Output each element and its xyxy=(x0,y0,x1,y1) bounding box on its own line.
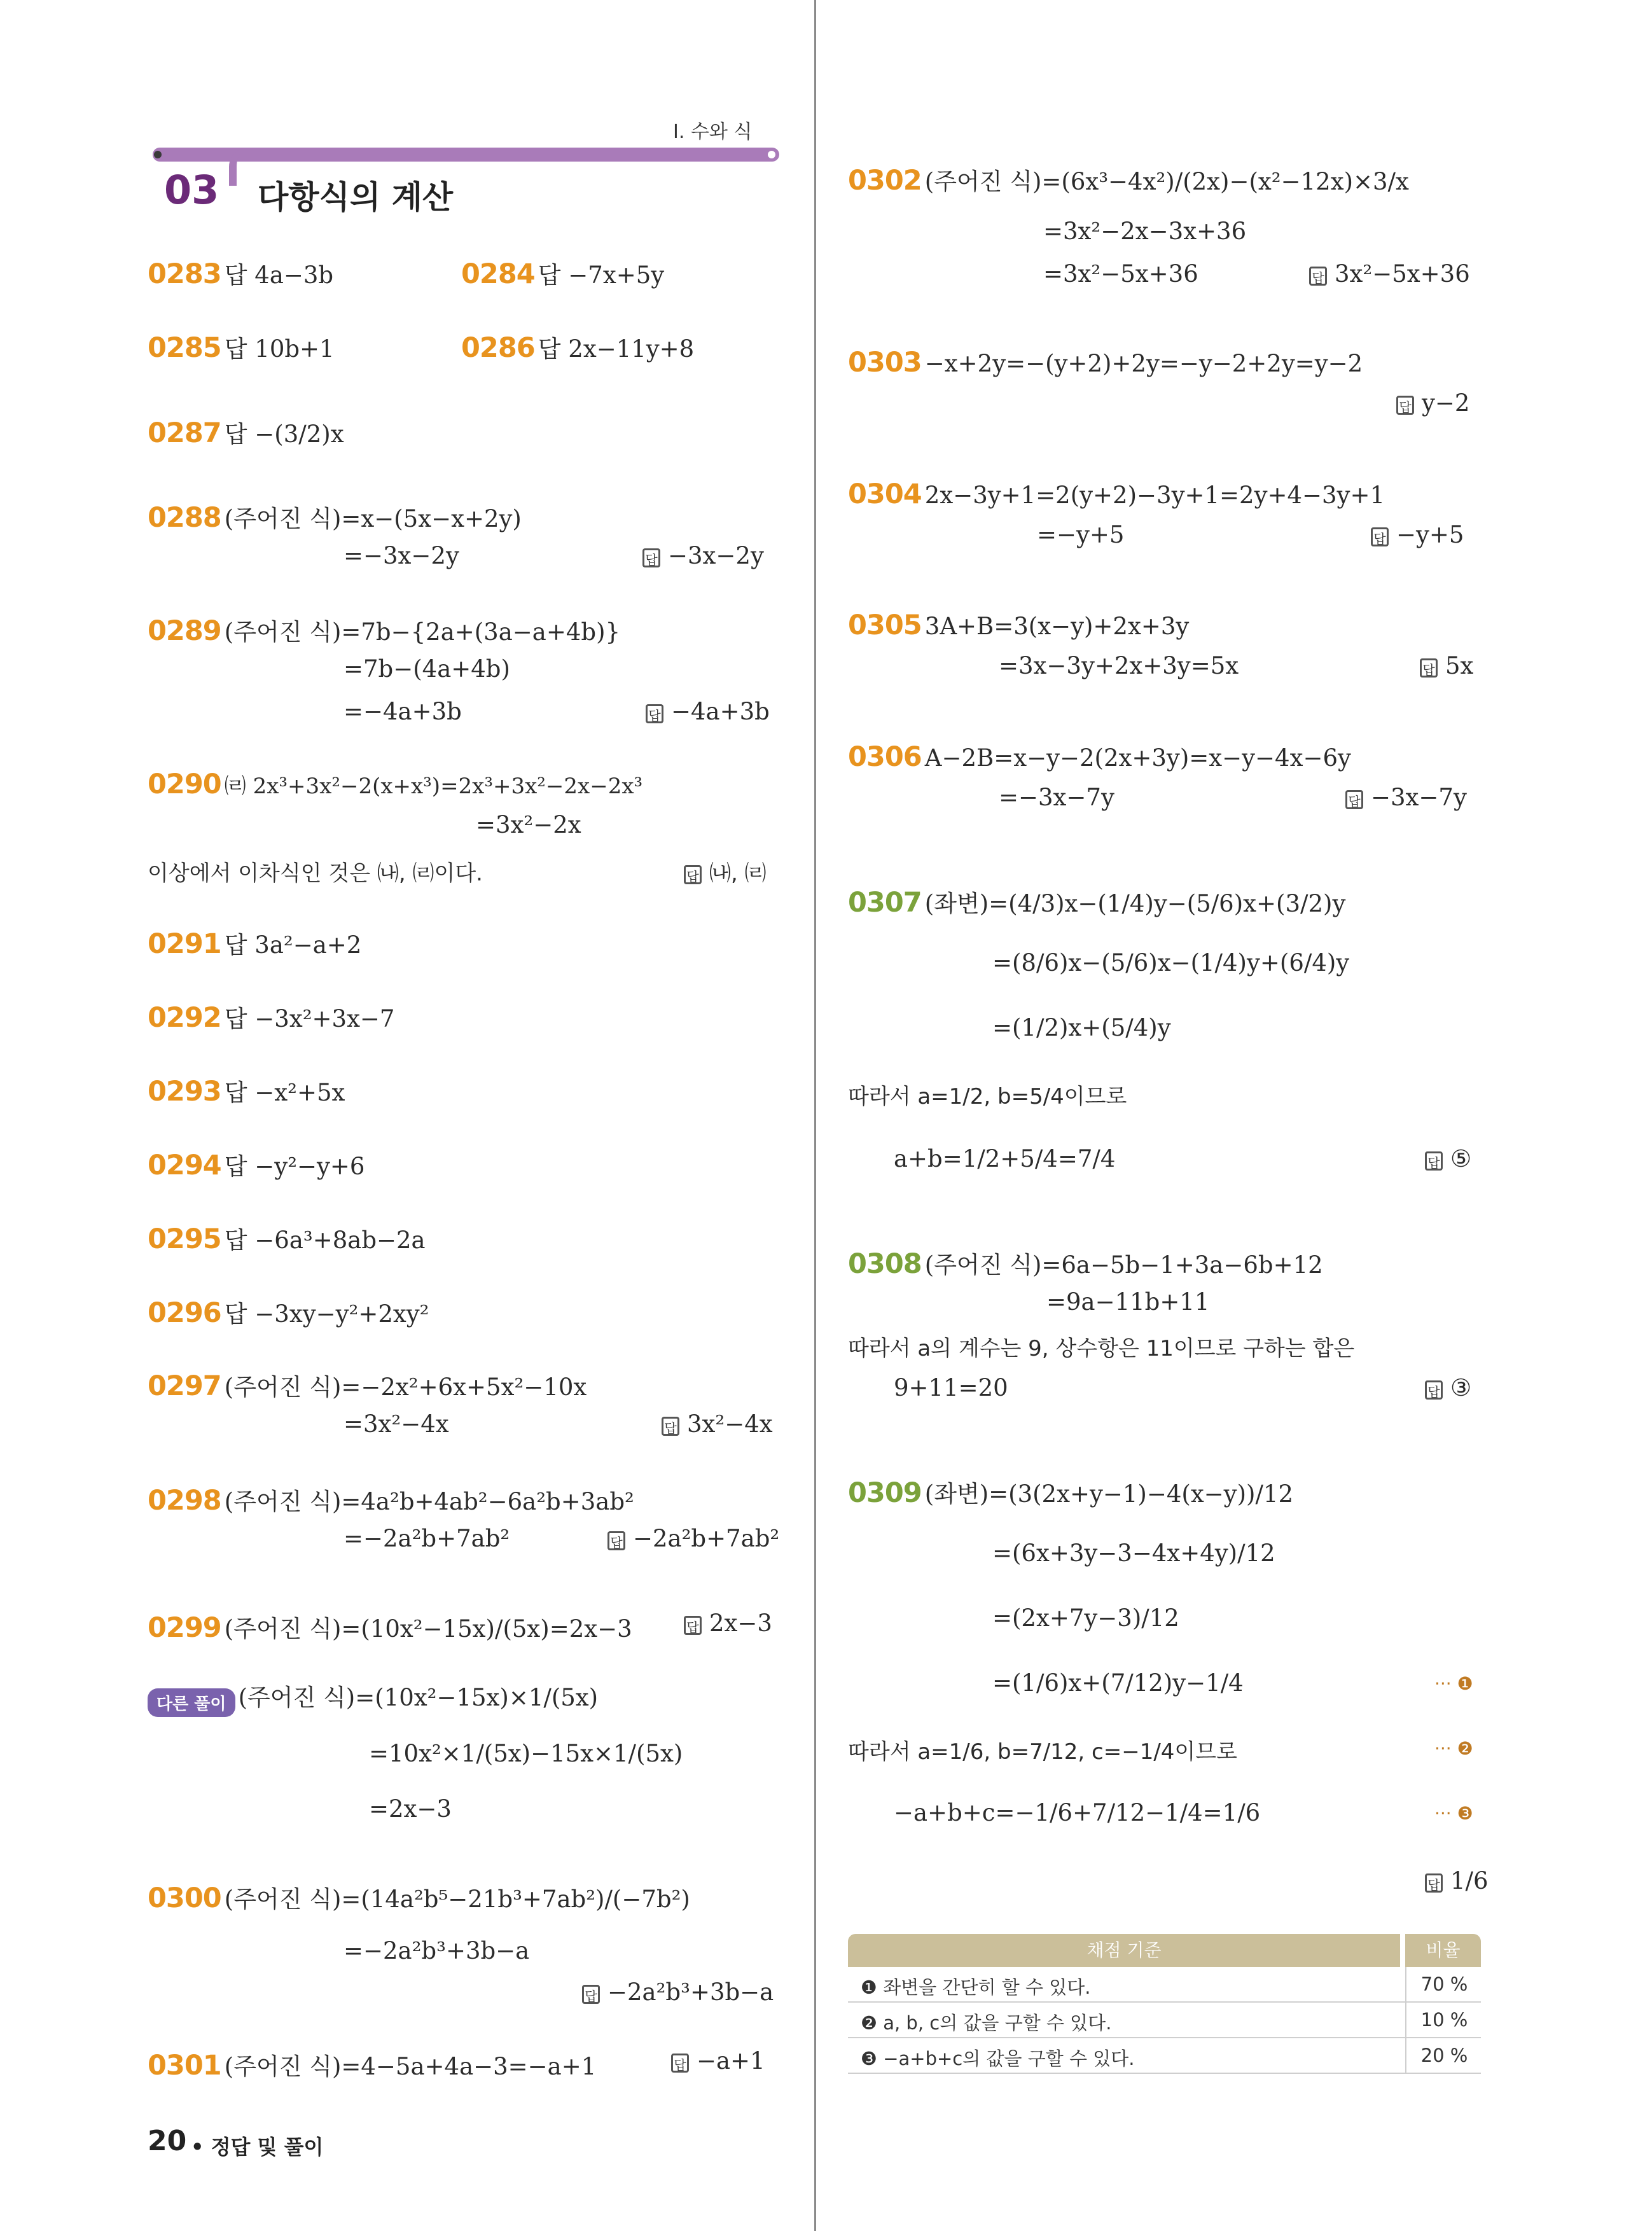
header-criteria: 채점 기준 xyxy=(848,1934,1400,1967)
answer-icon: 답 xyxy=(1425,1151,1443,1171)
line-2: =3x−3y+2x+3y=5x xyxy=(999,652,1239,679)
problem-0284 xyxy=(461,256,664,290)
answer-icon: 답 xyxy=(1420,658,1438,678)
problem-0303 xyxy=(848,347,1363,379)
line-2: =−2a²b+7ab² xyxy=(344,1525,510,1552)
page-number: 20 xyxy=(148,2125,187,2157)
answer-text: 3x²−4x xyxy=(687,1410,773,1438)
answer-icon: 답 xyxy=(607,1531,625,1550)
problem-number: 0296 xyxy=(148,1297,221,1329)
answer-0290 xyxy=(684,856,767,887)
problem-number: 0309 xyxy=(848,1477,922,1509)
problem-0283 xyxy=(148,256,333,290)
problem-number: 0292 xyxy=(148,1002,221,1034)
problem-number: 0290 xyxy=(148,768,221,800)
answer-icon: 답 xyxy=(582,1985,600,2004)
answer-0301 xyxy=(671,2047,765,2075)
line-1: (주어진 식)=7b−{2a+(3a−a+4b)} xyxy=(224,618,621,646)
answer-icon: 답 xyxy=(646,704,663,723)
problem-0295 xyxy=(148,1221,426,1255)
problem-number: 0285 xyxy=(148,332,221,364)
line-1: (주어진 식)=4−5a+4a−3=−a+1 xyxy=(224,2053,597,2080)
answer-icon: 답 xyxy=(1309,267,1327,286)
problem-0302 xyxy=(848,162,1409,197)
problem-0285 xyxy=(148,330,335,364)
answer-icon: 답 xyxy=(662,1417,679,1436)
answer-text: ⑤ xyxy=(1450,1145,1472,1172)
ratio-cell: 70 % xyxy=(1405,1967,1482,2001)
step-marker-2: ··· ❷ xyxy=(1434,1738,1473,1759)
problem-0294 xyxy=(148,1147,364,1181)
line-1: 3A+B=3(x−y)+2x+3y xyxy=(924,613,1190,640)
answer-text: −3x−7y xyxy=(1371,784,1467,811)
problem-0289 xyxy=(148,613,620,647)
answer-text: y−2 xyxy=(1422,389,1470,417)
page-label: • 정답 및 풀이 xyxy=(191,2135,324,2159)
alt-line-1: (주어진 식)=(10x²−15x)×1/(5x) xyxy=(238,1684,599,1711)
problem-number: 0300 xyxy=(148,1882,221,1914)
answer-icon: 답 xyxy=(1396,396,1414,415)
answer-text: 답 2x−11y+8 xyxy=(538,335,695,363)
answer-text: −2a²b+7ab² xyxy=(633,1525,780,1552)
answer-text: 2x−3 xyxy=(709,1609,772,1637)
problem-number: 0307 xyxy=(848,887,922,919)
answer-icon: 답 xyxy=(684,1616,702,1635)
answer-0297 xyxy=(662,1410,773,1438)
line-5: a+b=1/2+5/4=7/4 xyxy=(894,1145,1116,1172)
alt-solution-badge: 다른 풀이 xyxy=(148,1688,235,1717)
problem-0297 xyxy=(148,1368,587,1402)
problem-0286 xyxy=(461,330,694,364)
answer-text: −4a+3b xyxy=(671,698,770,725)
problem-number: 0308 xyxy=(848,1248,922,1280)
problem-number: 0297 xyxy=(148,1370,221,1402)
answer-0300 xyxy=(582,1978,774,2006)
answer-0306 xyxy=(1345,784,1467,811)
section-number: 03 xyxy=(164,167,219,213)
section-title: 다항식의 계산 xyxy=(258,179,454,216)
line-1: −x+2y=−(y+2)+2y=−y−2+2y=y−2 xyxy=(924,350,1363,377)
line-2: =3x²−2x−3x+36 xyxy=(1043,218,1247,245)
line-2: =7b−(4a+4b) xyxy=(344,655,510,683)
column-divider xyxy=(814,0,816,2231)
problem-number: 0291 xyxy=(148,928,221,960)
line-2: =(6x+3y−3−4x+4y)/12 xyxy=(992,1539,1275,1567)
line-4: 따라서 a=1/2, b=5/4이므로 xyxy=(848,1084,1127,1109)
answer-0288 xyxy=(642,542,764,569)
line-3: =3x²−5x+36 xyxy=(1043,260,1198,288)
table-row xyxy=(848,1967,1481,2003)
problem-number: 0287 xyxy=(148,417,221,449)
criteria-cell: ❶ 좌변을 간단히 할 수 있다. xyxy=(861,1977,1091,1998)
answer-0308 xyxy=(1425,1374,1471,1401)
problem-0307 xyxy=(848,884,1345,919)
problem-0292 xyxy=(148,999,394,1034)
line-1: A−2B=x−y−2(2x+3y)=x−y−4x−6y xyxy=(924,744,1351,772)
problem-number: 0288 xyxy=(148,502,221,534)
problem-0299 xyxy=(148,1609,632,1644)
line-2: =9a−11b+11 xyxy=(1046,1288,1210,1316)
line-3: 따라서 a의 계수는 9, 상수항은 11이므로 구하는 합은 xyxy=(848,1336,1355,1361)
bar-dot-right xyxy=(768,151,775,158)
line-2: =(8/6)x−(5/6)x−(1/4)y+(6/4)y xyxy=(992,949,1350,976)
line-2: =−3x−7y xyxy=(999,784,1114,811)
answer-0309 xyxy=(1425,1867,1489,1894)
criteria-cell: ❸ −a+b+c의 값을 구할 수 있다. xyxy=(861,2048,1135,2069)
answer-text: 답 3a²−a+2 xyxy=(224,931,362,959)
step-marker-1: ··· ❶ xyxy=(1434,1673,1473,1694)
line-4: 9+11=20 xyxy=(894,1374,1008,1401)
problem-number: 0303 xyxy=(848,347,922,379)
answer-text: −a+1 xyxy=(697,2047,765,2075)
problem-number: 0284 xyxy=(461,258,535,290)
answer-icon: 답 xyxy=(671,2054,689,2073)
problem-0305 xyxy=(848,609,1189,641)
problem-0293 xyxy=(148,1073,345,1108)
line-2: =−2a²b³+3b−a xyxy=(344,1937,530,1964)
problem-0288 xyxy=(148,499,522,534)
ratio-cell: 10 % xyxy=(1405,2003,1482,2037)
answer-0302 xyxy=(1309,260,1470,288)
answer-0305 xyxy=(1420,652,1473,679)
bar-dot-left xyxy=(154,151,162,158)
answer-text: ㈏, ㈃ xyxy=(709,861,767,886)
answer-text: 답 10b+1 xyxy=(224,335,335,363)
answer-text: −3x−2y xyxy=(668,542,764,569)
line-2: =3x²−2x xyxy=(476,811,581,838)
table-header xyxy=(848,1934,1481,1967)
answer-text: 답 4a−3b xyxy=(224,261,334,289)
answer-icon: 답 xyxy=(684,865,702,884)
problem-number: 0295 xyxy=(148,1223,221,1255)
line-2: =3x²−4x xyxy=(344,1410,449,1438)
header-ratio: 비율 xyxy=(1405,1934,1481,1967)
problem-0298 xyxy=(148,1482,634,1517)
scoring-table xyxy=(848,1934,1481,2074)
problem-number: 0286 xyxy=(461,332,535,364)
answer-0289 xyxy=(646,698,770,725)
problem-number: 0298 xyxy=(148,1485,221,1517)
line-1: (주어진 식)=(14a²b⁵−21b³+7ab²)/(−7b²) xyxy=(224,1886,690,1913)
problem-number: 0289 xyxy=(148,615,221,647)
line-3: =(2x+7y−3)/12 xyxy=(992,1604,1179,1632)
answer-0303 xyxy=(1396,389,1469,417)
alt-line-3: =2x−3 xyxy=(369,1795,452,1823)
line-5: 따라서 a=1/6, b=7/12, c=−1/4이므로 xyxy=(848,1739,1237,1765)
line-1: (주어진 식)=(10x²−15x)/(5x)=2x−3 xyxy=(224,1615,632,1643)
problem-number: 0302 xyxy=(848,165,922,197)
answer-text: 답 −3xy−y²+2xy² xyxy=(224,1300,429,1328)
answer-text: 답 −x²+5x xyxy=(224,1079,345,1106)
alt-line-2: =10x²×1/(5x)−15x×1/(5x) xyxy=(369,1740,683,1767)
problem-number: 0293 xyxy=(148,1076,221,1108)
alt-solution xyxy=(148,1678,598,1717)
problem-0301 xyxy=(148,2047,596,2082)
line-1: (주어진 식)=x−(5x−x+2y) xyxy=(224,505,522,532)
problem-number: 0294 xyxy=(148,1150,221,1181)
table-row xyxy=(848,2038,1481,2074)
answer-text: −2a²b³+3b−a xyxy=(607,1978,774,2006)
answer-icon: 답 xyxy=(1425,1380,1443,1400)
problem-number: 0301 xyxy=(148,2050,221,2082)
line-6: −a+b+c=−1/6+7/12−1/4=1/6 xyxy=(894,1799,1261,1826)
step-marker-3: ··· ❸ xyxy=(1434,1803,1473,1824)
line-1: (주어진 식)=(6x³−4x²)/(2x)−(x²−12x)×3/x xyxy=(924,168,1409,195)
problem-0308 xyxy=(848,1246,1323,1280)
ratio-cell: 20 % xyxy=(1405,2038,1482,2073)
problem-number: 0283 xyxy=(148,258,221,290)
answer-icon: 답 xyxy=(642,548,660,567)
problem-0304 xyxy=(848,478,1385,510)
chapter-label: Ⅰ. 수와 식 xyxy=(673,121,753,143)
line-3: 이상에서 이차식인 것은 ㈏, ㈃이다. xyxy=(148,861,483,886)
problem-number: 0299 xyxy=(148,1612,221,1644)
answer-text: 답 −(3/2)x xyxy=(224,420,344,448)
answer-text: −y+5 xyxy=(1396,521,1464,548)
table-row xyxy=(848,2003,1481,2038)
answer-icon: 답 xyxy=(1425,1873,1443,1893)
problem-0290 xyxy=(148,768,642,800)
answer-text: 1/6 xyxy=(1450,1867,1489,1894)
answer-0304 xyxy=(1371,521,1464,548)
problem-0291 xyxy=(148,926,361,960)
answer-text: 3x²−5x+36 xyxy=(1335,260,1470,288)
answer-text: 5x xyxy=(1445,652,1474,679)
line-1: (주어진 식)=−2x²+6x+5x²−10x xyxy=(224,1373,587,1401)
line-1: (좌변)=(4/3)x−(1/4)y−(5/6)x+(3/2)y xyxy=(924,890,1346,917)
answer-0307 xyxy=(1425,1145,1471,1172)
line-1: (주어진 식)=4a²b+4ab²−6a²b+3ab² xyxy=(224,1488,634,1515)
problem-number: 0304 xyxy=(848,478,922,510)
problem-number: 0306 xyxy=(848,741,922,773)
answer-icon: 답 xyxy=(1371,527,1389,546)
line-1: (주어진 식)=6a−5b−1+3a−6b+12 xyxy=(924,1251,1323,1279)
answer-text: 답 −7x+5y xyxy=(538,261,665,289)
criteria-cell: ❷ a, b, c의 값을 구할 수 있다. xyxy=(861,2012,1112,2034)
answer-0299 xyxy=(684,1609,772,1637)
problem-0309 xyxy=(848,1475,1293,1509)
answer-text: ③ xyxy=(1450,1374,1472,1401)
answer-text: 답 −6a³+8ab−2a xyxy=(224,1227,426,1254)
line-2: =−y+5 xyxy=(1037,521,1125,548)
bar-hook xyxy=(229,148,258,186)
answer-text: 답 −3x²+3x−7 xyxy=(224,1005,395,1032)
line-1: (좌변)=(3(2x+y−1)−4(x−y))/12 xyxy=(924,1480,1294,1508)
line-1: 2x−3y+1=2(y+2)−3y+1=2y+4−3y+1 xyxy=(924,482,1385,509)
line-2: =−3x−2y xyxy=(344,542,459,569)
problem-0300 xyxy=(148,1880,690,1914)
problem-0296 xyxy=(148,1295,429,1329)
answer-icon: 답 xyxy=(1345,790,1363,809)
problem-number: 0305 xyxy=(848,609,922,641)
line-3: =(1/2)x+(5/4)y xyxy=(992,1014,1171,1041)
line-3: =−4a+3b xyxy=(344,698,462,725)
line-1: ㈃ 2x³+3x²−2(x+x³)=2x³+3x²−2x−2x³ xyxy=(224,774,643,799)
problem-0306 xyxy=(848,741,1351,773)
problem-0287 xyxy=(148,415,344,449)
answer-text: 답 −y²−y+6 xyxy=(224,1153,365,1180)
answer-0298 xyxy=(607,1525,779,1552)
line-4: =(1/6)x+(7/12)y−1/4 xyxy=(992,1669,1244,1697)
